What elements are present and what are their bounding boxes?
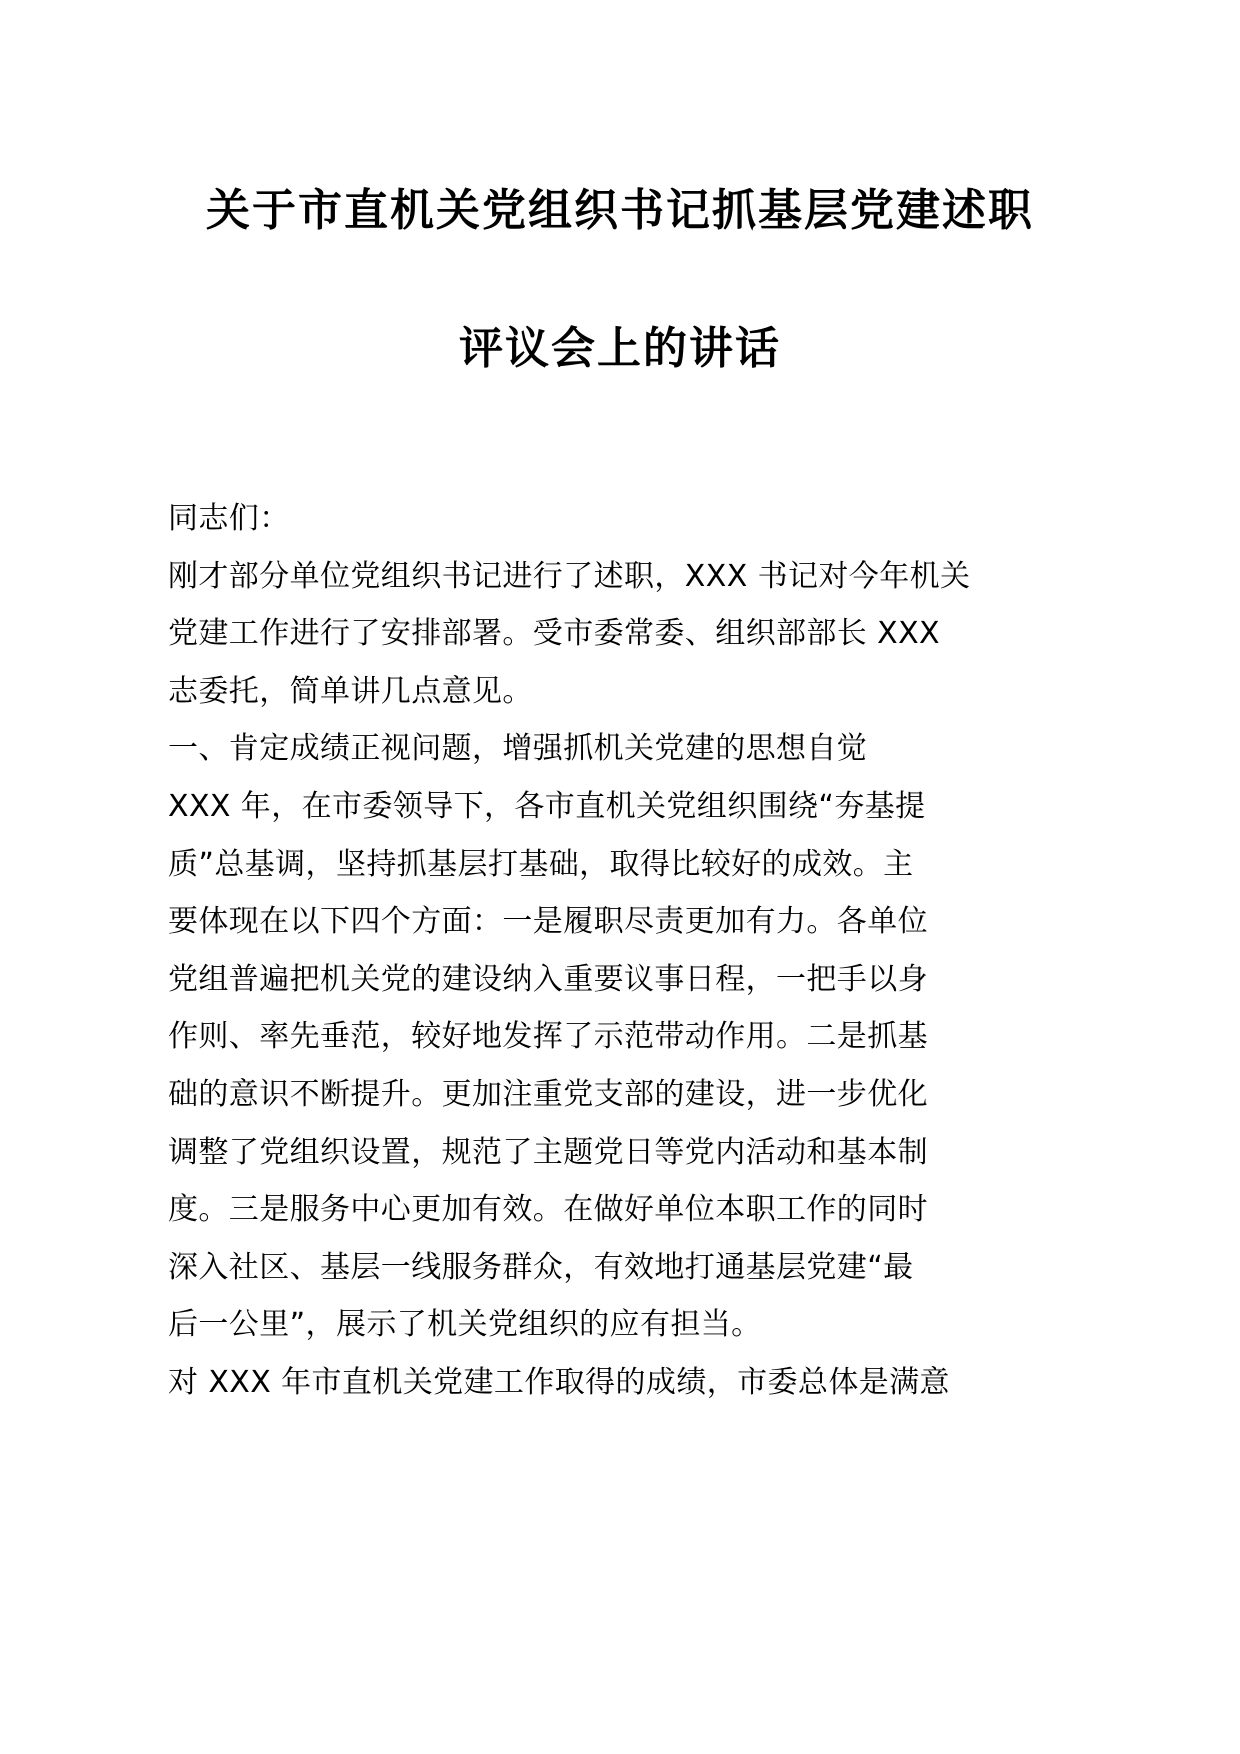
body-line: 志委托，简单讲几点意见。 <box>168 673 533 709</box>
salutation: 同志们： <box>168 501 290 536</box>
body-line: 作则、率先垂范，较好地发挥了示范带动作用。二是抓基 <box>168 1019 928 1055</box>
body-line: 后一公里”，展示了机关党组织的应有担当。 <box>168 1307 762 1343</box>
body-line: 党建工作进行了安排部署。受市委常委、组织部部长 XXX <box>168 616 940 652</box>
body-line: 党组普遍把机关党的建设纳入重要议事日程，一把手以身 <box>168 961 928 997</box>
document-body <box>168 490 1054 1412</box>
section-heading-1: 一、肯定成绩正视问题，增强抓机关党建的思想自觉 <box>168 731 868 767</box>
document-title-line-2: 评议会上的讲话 <box>459 323 781 374</box>
body-line: 础的意识不断提升。更加注重党支部的建设，进一步优化 <box>168 1076 928 1112</box>
body-line: 深入社区、基层一线服务群众，有效地打通基层党建“最 <box>168 1249 914 1285</box>
body-line: 对 XXX 年市直机关党建工作取得的成绩，市委总体是满意 <box>168 1364 950 1400</box>
body-line: 要体现在以下四个方面：一是履职尽责更加有力。各单位 <box>168 904 928 940</box>
body-line: XXX 年，在市委领导下，各市直机关党组织围绕“夯基提 <box>168 788 926 824</box>
body-line: 质”总基调，坚持抓基层打基础，取得比较好的成效。主 <box>168 846 914 882</box>
body-line: 度。三是服务中心更加有效。在做好单位本职工作的同时 <box>168 1192 928 1228</box>
body-line: 调整了党组织设置，规范了主题党日等党内活动和基本制 <box>168 1134 928 1170</box>
body-line: 刚才部分单位党组织书记进行了述职，XXX 书记对今年机关 <box>168 558 971 594</box>
document-title-line-1: 关于市直机关党组织书记抓基层党建述职 <box>206 185 1034 236</box>
